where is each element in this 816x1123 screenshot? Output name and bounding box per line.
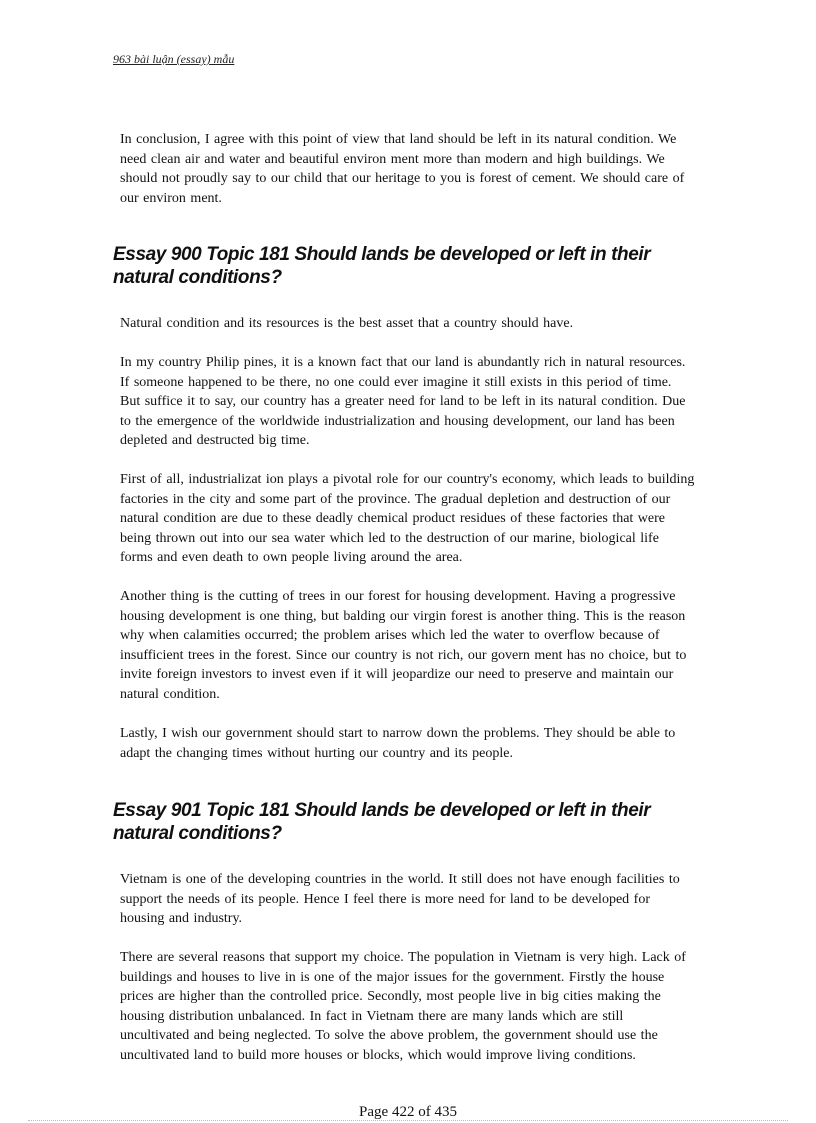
essay-901-paragraph-2: There are several reasons that support my choice. The population in Vietnam is very high. Lack of buildings and houses to live in is one of the major issues for the government. Firstly the house prices are higher than the controlled price. Secondly, most people live in big cities making the housing distribution unbalanced. In fact in Vietnam there are many lands which are still uncultivated and being neglected. To solve the above problem, the government should use the uncultivated land to build more houses or blocks, which would improve living conditions. — [120, 950, 686, 1063]
essay-901-paragraph-1: Vietnam is one of the developing countries in the world. It still does not have enough facilities to support the needs of its people. Hence I feel there is more need for land to be developed for housing and industry. — [120, 872, 680, 926]
essay-900-paragraph-1: Natural condition and its resources is the best asset that a country should have. — [120, 316, 574, 331]
page-number: Page 422 of 435 — [359, 1104, 457, 1120]
essay-900-title: Essay 900 Topic 181 Should lands be developed or left in their natural conditions? — [113, 244, 651, 288]
running-header: 963 bài luận (essay) mẫu — [113, 52, 235, 66]
essay-901-title: Essay 901 Topic 181 Should lands be developed or left in their natural conditions? — [113, 800, 651, 844]
conclusion-paragraph: In conclusion, I agree with this point of view that land should be left in its natural condition. We need clean air and water and beautiful environ ment more than modern and high buildings. We should not proudly say to our child that our heritage to you is forest of cement. We should care of our environ ment. — [120, 132, 685, 206]
essay-900-paragraph-2: In my country Philip pines, it is a known fact that our land is abundantly rich in natural resources. If someone happened to be there, no one could ever imagine it still exists in this period of time. But suffice it to say, our country has a greater need for land to be left in its natural condition. Due to the emergence of the worldwide industrialization and housing development, our land has been depleted and destructed big time. — [120, 355, 686, 448]
essay-900-paragraph-5: Lastly, I wish our government should start to narrow down the problems. They should be able to adapt the changing times without hurting our country and its people. — [120, 726, 676, 761]
essay-900-paragraph-3: First of all, industrializat ion plays a pivotal role for our country's economy, which leads to building factories in the city and some part of the province. The gradual depletion and destruction of our natural condition are due to these deadly chemical product residues of these factories that were being thrown out into our sea water which led to the destruction of our marine, biological life forms and even death to own people living around the area. — [120, 472, 695, 565]
footer-divider — [28, 1120, 788, 1121]
essay-900-paragraph-4: Another thing is the cutting of trees in our forest for housing development. Having a progressive housing development is one thing, but balding our virgin forest is another thing. This is the reason why when calamities occurred; the problem arises which led the water to overflow because of insufficient trees in the forest. Since our country is not rich, our govern ment has no choice, but to invite foreign investors to invest even if it will jeopardize our need to preserve and maintain our natural condition. — [120, 589, 687, 702]
